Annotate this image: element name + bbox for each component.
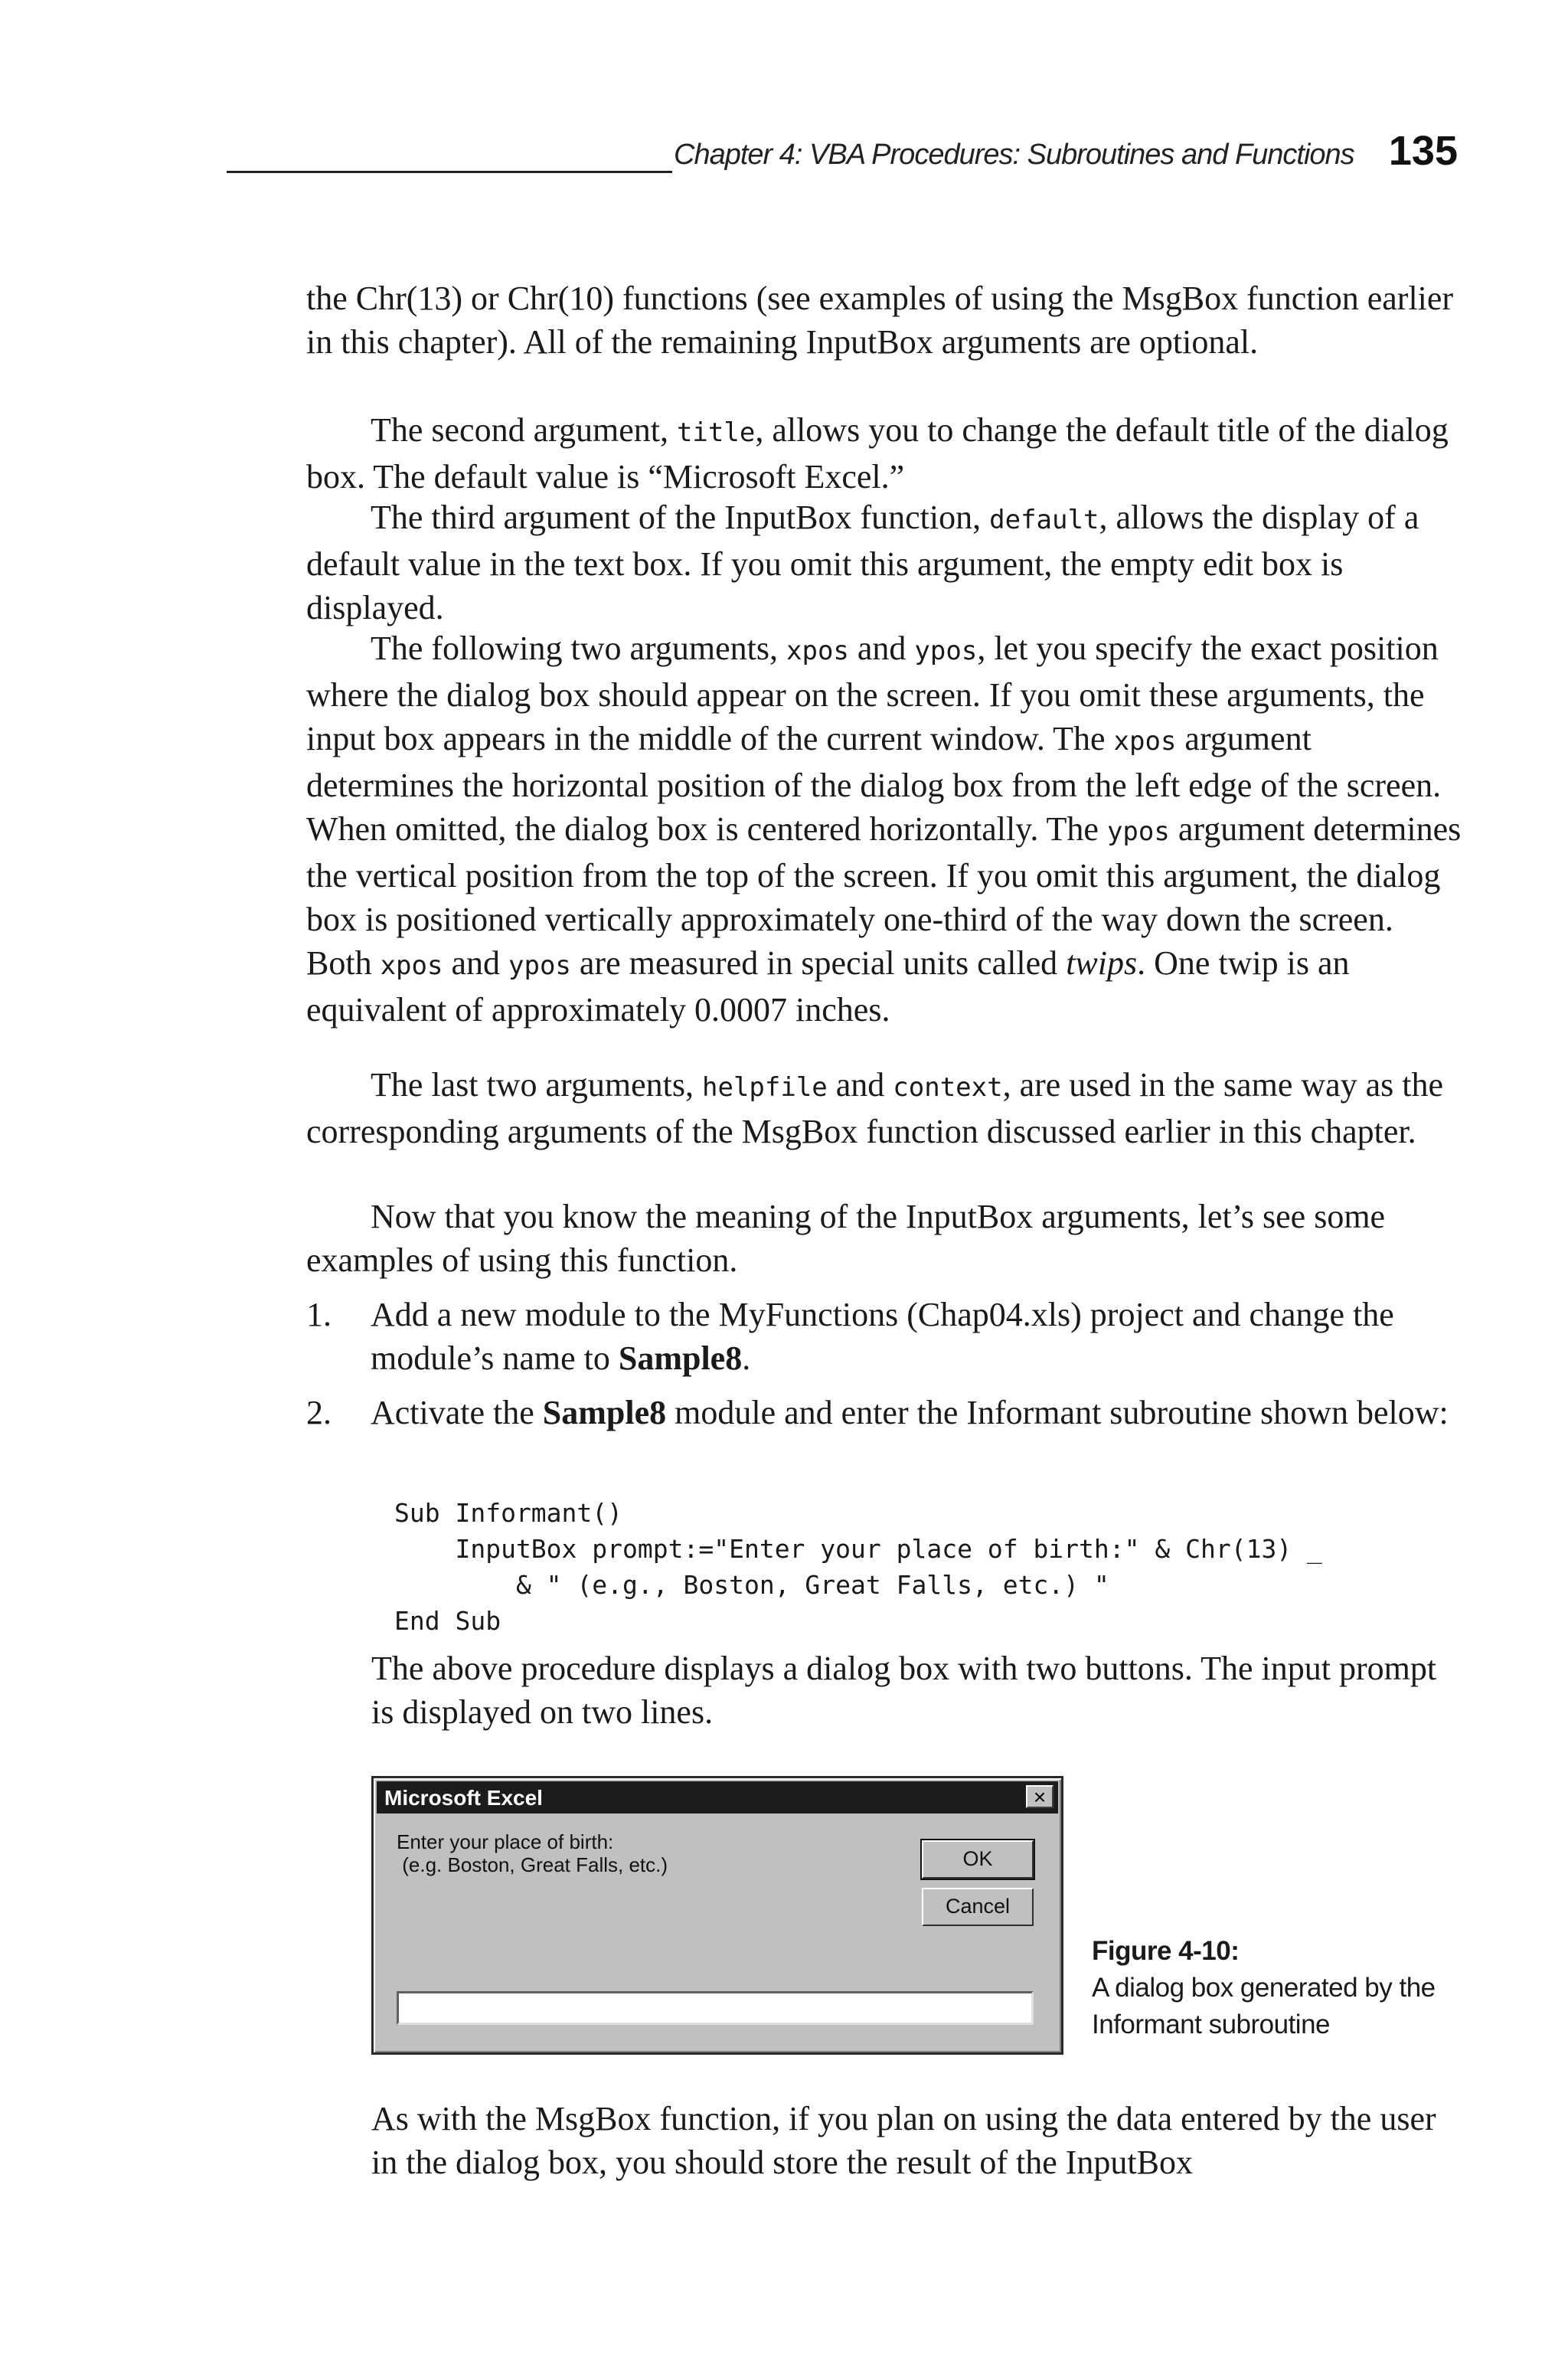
running-header	[227, 115, 1458, 176]
paragraph-help-arguments: The last two arguments, helpfile and context, are used in the same way as the corresponding arguments of the MsgBox function discussed earlier in this chapter.	[306, 1066, 1444, 1150]
chapter-title: Chapter 4: VBA Procedures: Subroutines and Functions	[674, 139, 1354, 171]
inputbox-dialog-screenshot	[371, 1776, 1063, 2055]
step-1: 1. Add a new module to the MyFunctions (Chap04.xls) project and change the module’s name to Sample8.	[306, 1296, 1394, 1377]
inline-code: helpfile	[702, 1072, 828, 1103]
dialog-input-field[interactable]	[397, 1991, 1034, 2025]
dialog-prompt: Enter your place of birth: (e.g. Boston, Great Falls, etc.)	[397, 1830, 668, 1876]
step-2: 2. Activate the Sample8 module and enter the Informant subroutine shown below:	[306, 1394, 1449, 1431]
module-name-bold: Sample8	[542, 1394, 667, 1431]
figure-caption	[1092, 1933, 1475, 2043]
inline-code: xpos	[1113, 726, 1177, 757]
paragraph-default-argument: The third argument of the InputBox function, default, allows the display of a default value in the text box. If you omit this argument, the empty edit box is displayed.	[306, 499, 1419, 626]
emphasis-twips: twips	[1066, 944, 1138, 982]
dialog-title: Microsoft Excel	[384, 1786, 543, 1810]
header-rule	[227, 171, 672, 173]
paragraph-store-result: As with the MsgBox function, if you plan on using the data entered by the user in the dialog box, you should store the result of the InputBox	[371, 2100, 1436, 2181]
dialog-titlebar	[377, 1781, 1058, 1813]
code-listing: Sub Informant() InputBox prompt:="Enter your place of birth:" & Chr(13) _ & " (e.g., Boston, Great Falls, etc.) " End Sub	[394, 1498, 1322, 1636]
paragraph-procedure-description: The above procedure displays a dialog box with two buttons. The input prompt is displayed on two lines.	[371, 1650, 1437, 1731]
inline-code: xpos	[786, 636, 849, 666]
inline-code: ypos	[914, 636, 978, 666]
inline-code: ypos	[508, 950, 571, 981]
figure-label: Figure 4-10:	[1092, 1936, 1240, 1966]
inline-code: context	[893, 1072, 1003, 1103]
figure-caption-text: A dialog box generated by the Informant subroutine	[1092, 1973, 1436, 2039]
paragraph-position-arguments: The following two arguments, xpos and ypos, let you specify the exact position where the dialog box should appear on the screen. If you omit these arguments, the input box appears in the middle of the current window. The xpos argument determines the horizontal position of the dialog box from the left edge of the screen. When omitted, the dialog box is centered horizontally. The ypos argument determines the vertical position from the top of the screen. If you omit this argument, the dialog box is positioned vertically approximately one-third of the way down the screen. Both xpos and ypos are measured in special units called twips. One twip is an equivalent of approximately 0.0007 inches.	[306, 630, 1462, 1029]
paragraph-continued: the Chr(13) or Chr(10) functions (see examples of using the MsgBox function earlier in this chapter). All of the remaining InputBox arguments are optional.	[306, 280, 1454, 361]
close-icon[interactable]: ×	[1026, 1785, 1054, 1808]
module-name-bold: Sample8	[618, 1339, 743, 1377]
page-number: 135	[1388, 128, 1458, 174]
paragraph-title-argument: The second argument, title, allows you to change the default title of the dialog box. The default value is “Microsoft Excel.”	[306, 411, 1449, 495]
cancel-button[interactable]: Cancel	[922, 1888, 1034, 1926]
inline-code: ypos	[1106, 816, 1170, 847]
inline-code: xpos	[380, 950, 443, 981]
steps-list	[306, 1293, 1462, 1434]
inline-code: title	[676, 417, 756, 448]
inline-code: default	[989, 505, 1099, 535]
paragraph-examples-intro: Now that you know the meaning of the InputBox arguments, let’s see some examples of using this function.	[306, 1198, 1386, 1279]
ok-button[interactable]: OK	[922, 1840, 1034, 1879]
